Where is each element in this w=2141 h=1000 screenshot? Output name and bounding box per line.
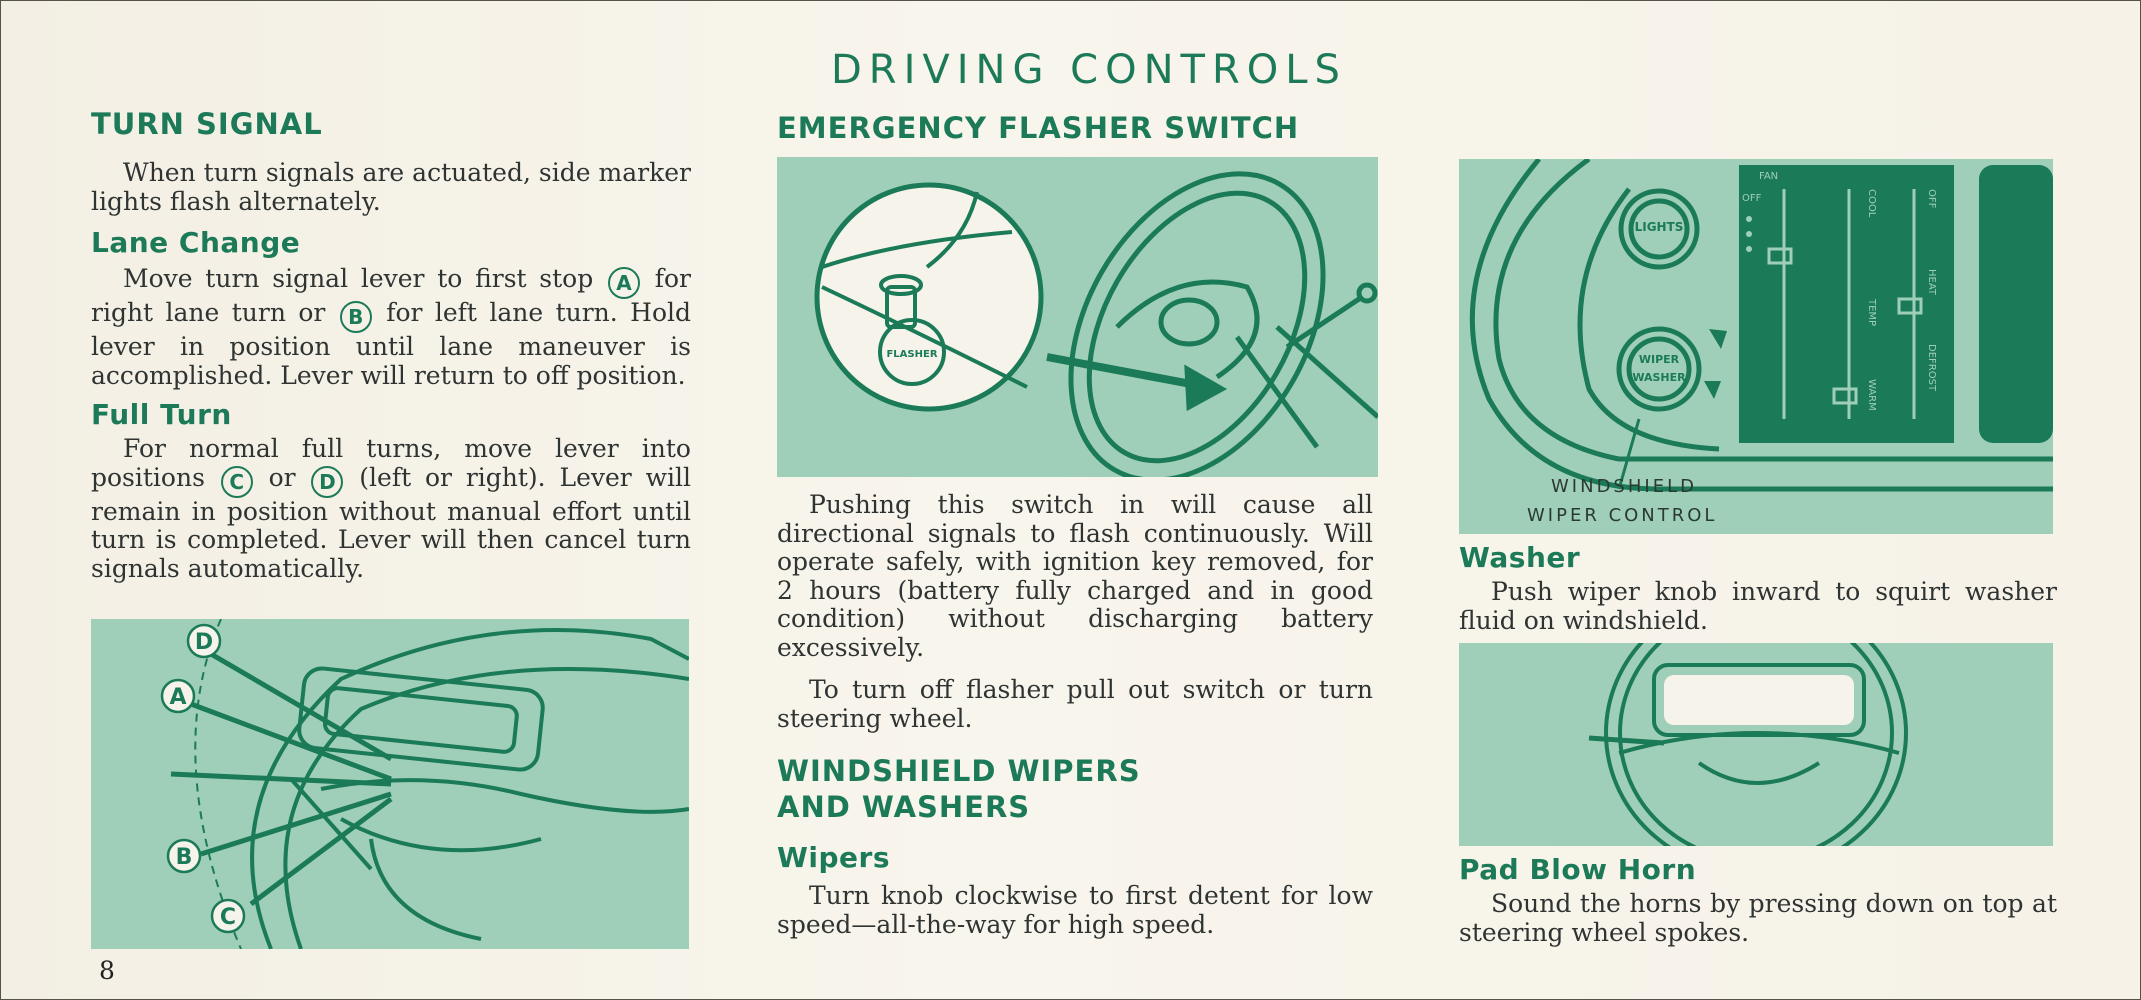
wipers-section-heading: [777, 753, 1373, 825]
flasher-para-2: To turn off flasher pull out switch or turn steering wheel.: [777, 675, 1373, 733]
wipers-heading-line-2: AND WASHERS: [777, 790, 1031, 824]
off-right-label: OFF: [1926, 189, 1937, 209]
defrost-label: DEFROST: [1926, 344, 1937, 392]
fig-label-a: A: [169, 685, 187, 710]
emergency-flasher-heading: EMERGENCY FLASHER SWITCH: [777, 111, 1300, 145]
full-turn-text-2: or: [268, 462, 296, 492]
turn-signal-heading: TURN SIGNAL: [91, 107, 323, 141]
flasher-knob-label: FLASHER: [886, 349, 938, 360]
horn-column: [1459, 853, 2057, 947]
lane-change-text: [91, 265, 691, 390]
turn-signal-intro: When turn signals are actuated, side marker lights flash alternately.: [91, 158, 691, 216]
flasher-illustration: [777, 157, 1378, 477]
temp-label: TEMP: [1866, 299, 1877, 327]
wipers-subheading: Wipers: [777, 841, 890, 874]
off-left-label: OFF: [1742, 193, 1762, 204]
marker-d: D: [311, 466, 343, 498]
marker-c: C: [221, 466, 253, 498]
warm-label: WARM: [1866, 379, 1877, 411]
lane-change-text-1: Move turn signal lever to first stop: [123, 264, 594, 293]
full-turn-text: [91, 435, 691, 583]
full-turn-text-3: (left or right). Lever will remain in position without manual effort until turn is completed. Lever will then cancel turn signals automatically.: [91, 462, 691, 583]
horn-illustration: [1459, 643, 2053, 846]
cool-label: COOL: [1866, 189, 1877, 218]
fig-label-d: D: [194, 630, 214, 655]
dash-illustration: [1459, 159, 2053, 534]
horn-text: Sound the horns by pressing down on top at steering wheel spokes.: [1459, 889, 2057, 947]
fig-label-c: C: [219, 905, 237, 930]
full-turn-text-1: For normal full turns, move lever into positions: [91, 434, 691, 492]
horn-heading: Pad Blow Horn: [1459, 853, 1697, 886]
full-turn-heading: Full Turn: [91, 398, 232, 431]
wipers-text: Turn knob clockwise to first detent for low speed—all-the-way for high speed.: [777, 881, 1373, 939]
turn-signal-column: [91, 107, 691, 583]
flasher-para-1: Pushing this switch in will cause all directional signals to flash continuously. Will operate safely, with ignition key removed, for 2 hours (battery fully charged and in good condition) without discharging battery excessively.: [777, 490, 1373, 662]
fan-label: FAN: [1759, 171, 1779, 182]
wiper-knob-label-2: WASHER: [1632, 371, 1686, 384]
wiper-knob-label-1: WIPER: [1638, 353, 1680, 366]
marker-b: B: [340, 301, 372, 333]
lane-change-heading: Lane Change: [91, 226, 301, 259]
wipers-heading-line-1: WINDSHIELD WIPERS: [777, 754, 1141, 788]
dash-caption-2: WIPER CONTROL: [1527, 505, 1718, 526]
page-number: 8: [99, 956, 115, 985]
washer-column: [1459, 541, 2057, 635]
page-title: DRIVING CONTROLS: [831, 47, 1347, 93]
heat-label: HEAT: [1926, 269, 1937, 296]
marker-a: A: [608, 267, 640, 299]
lights-knob-label: LIGHTS: [1634, 220, 1684, 234]
washer-text: Push wiper knob inward to squirt washer fluid on windshield.: [1459, 577, 2057, 635]
turn-signal-illustration: [91, 619, 689, 949]
lane-change-text-3: for left lane turn. Hold lever in position until lane maneuver is accomplished. Lever will return to off position.: [91, 298, 691, 390]
lane-change-text-2: for right lane turn or: [91, 264, 692, 327]
washer-heading: Washer: [1459, 541, 1581, 574]
fig-label-b: B: [175, 845, 193, 870]
flasher-column: [777, 491, 1373, 939]
dash-caption-1: WINDSHIELD: [1551, 476, 1697, 497]
